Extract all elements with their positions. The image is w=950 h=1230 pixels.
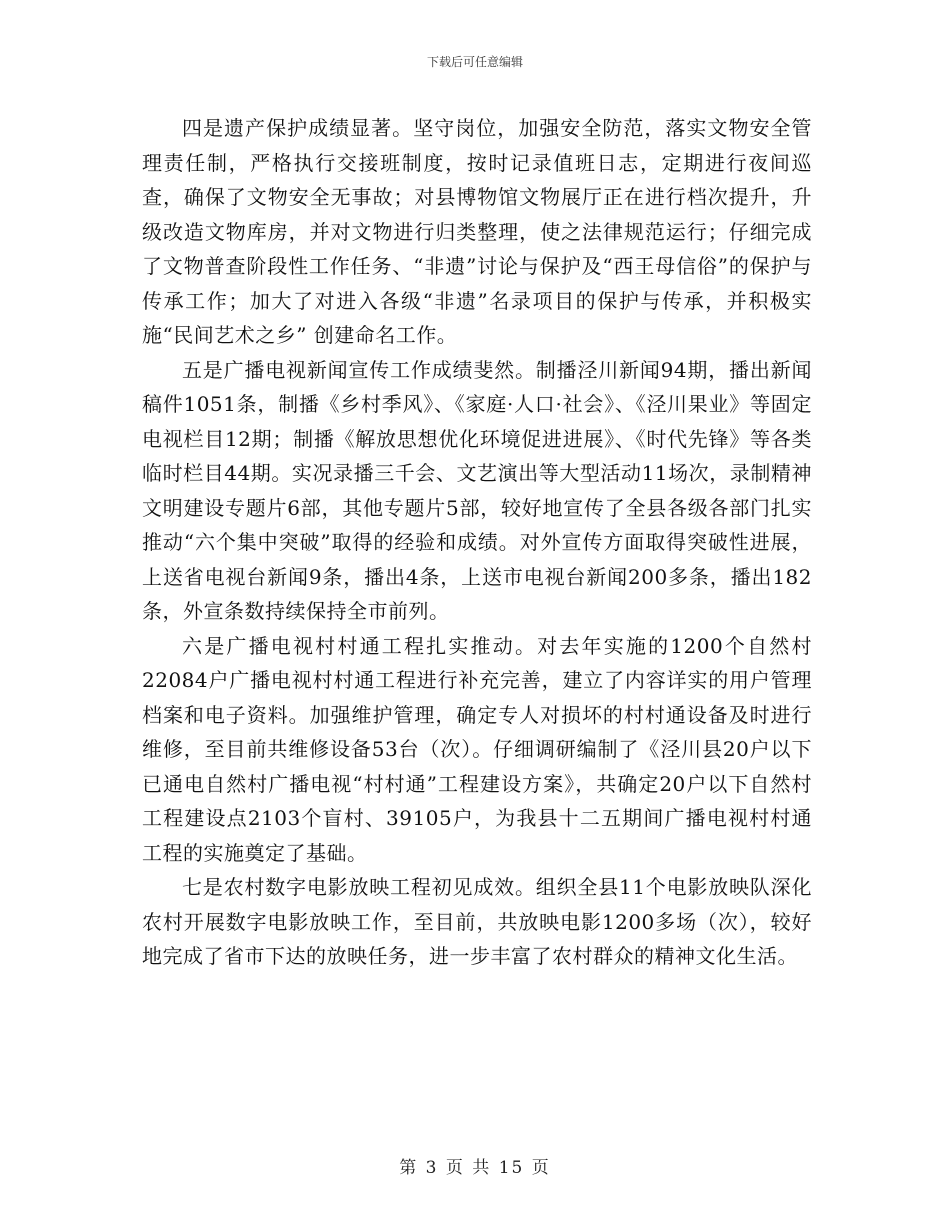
paragraph-village-coverage: 六是广播电视村村通工程扎实推动。对去年实施的1200个自然村22084户广播电视村村通工程进行补充完善，建立了内容详实的用户管理档案和电子资料。加强维护管理，确定专人对损坏的村村通设备及时进行维修，至目前共维修设备53台（次）。仔细调研编制了《泾川县20户以下已通电自然村广播电视“村村通”工程建设方案》，共确定20户以下自然村工程建设点2103个盲村、39105户，为我县十二五期间广播电视村村通工程的实施奠定了基础。 — [142, 633, 812, 865]
page-number: 第 3 页 共 15 页 — [399, 1158, 551, 1178]
paragraph-digital-film: 七是农村数字电影放映工程初见成效。组织全县11个电影放映队深化农村开展数字电影放映工作，至目前，共放映电影1200多场（次），较好地完成了省市下达的放映任务，进一步丰富了农村群众的精神文化生活。 — [142, 875, 812, 968]
page-header: 下载后可任意编辑 — [426, 55, 523, 69]
paragraph-heritage-protection: 四是遗产保护成绩显著。坚守岗位，加强安全防范，落实文物安全管理责任制，严格执行交接班制度，按时记录值班日志，定期进行夜间巡查，确保了文物安全无事故；对县博物馆文物展厅正在进行档次提升，升级改造文物库房，并对文物进行归类整理，使之法律规范运行；仔细完成了文物普查阶段性工作任务、“非遗”讨论与保护及“西王母信俗”的保护与传承工作；加大了对进入各级“非遗”名录项目的保护与传承，并积极实施“民间艺术之乡” 创建命名工作。 — [142, 116, 812, 347]
document-body — [142, 111, 812, 974]
paragraph-broadcast-news: 五是广播电视新闻宣传工作成绩斐然。制播泾川新闻94期，播出新闻稿件1051条，制播《乡村季风》、《家庭·人口·社会》、《泾川果业》等固定电视栏目12期；制播《解放思想优化环境促进进展》、《时代先锋》等各类临时栏目44期。实况录播三千会、文艺演出等大型活动11场次，录制精神文明建设专题片6部，其他专题片5部，较好地宣传了全县各级各部门扎实推动“六个集中突破”取得的经验和成绩。对外宣传方面取得突破性进展，上送省电视台新闻9条，播出4条，上送市电视台新闻200多条，播出182条，外宣条数持续保持全市前列。 — [142, 357, 812, 623]
